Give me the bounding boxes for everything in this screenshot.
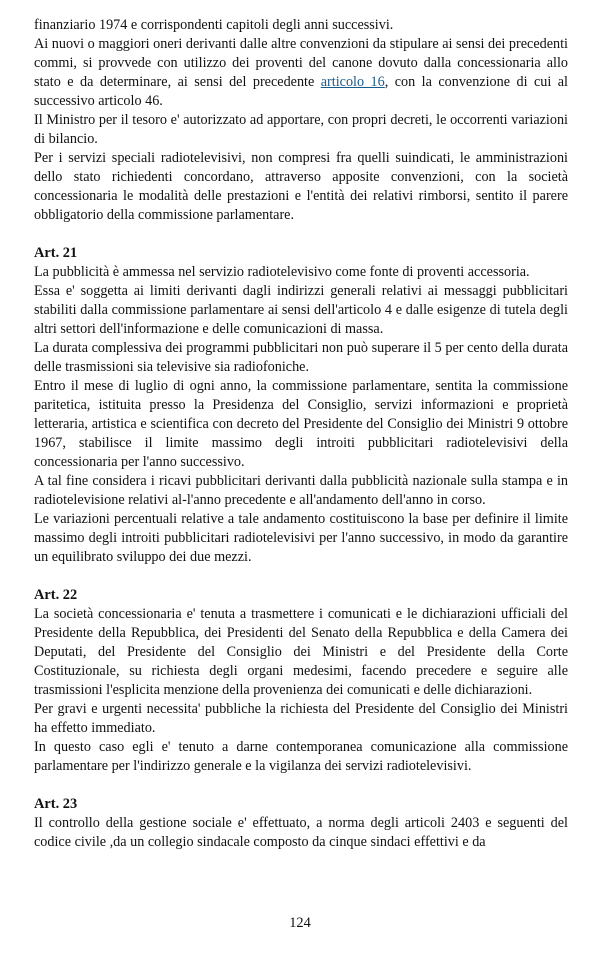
paragraph <box>34 35 568 111</box>
paragraph: Essa e' soggetta ai limiti derivanti dagli indirizzi generali relativi ai messaggi pubblicitari stabiliti dalla commissione parlamentare ai sensi dell'articolo 4 e dalle esigenze di tutela degli altri settori dell'informazione e delle comunicazioni di massa. <box>34 283 568 337</box>
paragraph: finanziario 1974 e corrispondenti capitoli degli anni successivi. <box>34 17 394 33</box>
paragraph: Le variazioni percentuali relative a tale andamento costituiscono la base per definire il limite massimo degli introiti pubblicitari radiotelevisivi per l'anno successivo, in modo da garantire un equilibrato sviluppo dei due mezzi. <box>34 511 568 565</box>
paragraph: La società concessionaria e' tenuta a trasmettere i comunicati e le dichiarazioni ufficiali del Presidente della Repubblica, dei Presidenti del Senato della Repubblica e della Camera dei Deputati, del Presidente del Consiglio dei Ministri e del Presidente della Corte Costituzionale, su richiesta degli organi medesimi, facendo precedere e seguire alle trasmissioni l'esplicita menzione della provenienza dei comunicati e delle dichiarazioni. <box>34 606 568 698</box>
article-22 <box>34 586 568 776</box>
articolo-16-link[interactable]: articolo 16 <box>320 74 385 90</box>
paragraph: Per gravi e urgenti necessita' pubbliche la richiesta del Presidente del Consiglio dei Ministri ha effetto immediato. <box>34 701 568 736</box>
intro-section <box>34 16 568 225</box>
paragraph: Entro il mese di luglio di ogni anno, la commissione parlamentare, sentita la commissione paritetica, istituita presso la Presidenza del Consiglio, servizi informazioni e proprietà letteraria, artistica e scientifica con decreto del Presidente del Consiglio dei Ministri 9 ottobre 1967, stabilisce il limite massimo degli introiti pubblicitari radiotelevisivi della concessionaria per l'anno successivo. <box>34 378 568 470</box>
article-23 <box>34 795 568 852</box>
paragraph: In questo caso egli e' tenuto a darne contemporanea comunicazione alla commissione parlamentare per l'indirizzo generale e la vigilanza dei servizi radiotelevisivi. <box>34 739 568 774</box>
paragraph: A tal fine considera i ricavi pubblicitari derivanti dalla pubblicità nazionale sulla stampa e in radiotelevisione relativi al-l'anno precedente e all'andamento dell'anno in corso. <box>34 473 568 508</box>
paragraph: Per i servizi speciali radiotelevisivi, non compresi fra quelli suindicati, le amministrazioni dello stato richiedenti concordano, attraverso apposite convenzioni, con la società concessionaria le modalità delle prestazioni e l'entità dei relativi rimborsi, sentito il parere obbligatorio della commissione parlamentare. <box>34 150 568 223</box>
document-body <box>34 16 568 852</box>
page-number: 124 <box>289 915 311 931</box>
paragraph: Il controllo della gestione sociale e' effettuato, a norma degli articoli 2403 e seguenti del codice civile ,da un collegio sindacale composto da cinque sindaci effettivi e da <box>34 815 568 850</box>
article-heading: Art. 21 <box>34 245 78 261</box>
paragraph-text: , con la convenzione di cui al successivo articolo 46. <box>34 74 568 109</box>
paragraph: La pubblicità è ammessa nel servizio radiotelevisivo come fonte di proventi accessoria. <box>34 264 530 280</box>
paragraph: La durata complessiva dei programmi pubblicitari non può superare il 5 per cento della durata delle trasmissioni sia televisive sia radiofoniche. <box>34 340 568 375</box>
paragraph-text: Ai nuovi o maggiori oneri derivanti dalle altre convenzioni da stipulare ai sensi dei precedenti commi, si provvede con utilizzo dei proventi del canone dovuto dalla concessionaria allo stato e da determinare, ai sensi del precedente <box>34 36 568 90</box>
article-heading: Art. 23 <box>34 796 78 812</box>
article-21 <box>34 244 568 567</box>
paragraph: Il Ministro per il tesoro e' autorizzato ad apportare, con propri decreti, le occorrenti variazioni di bilancio. <box>34 112 568 147</box>
article-heading: Art. 22 <box>34 587 78 603</box>
